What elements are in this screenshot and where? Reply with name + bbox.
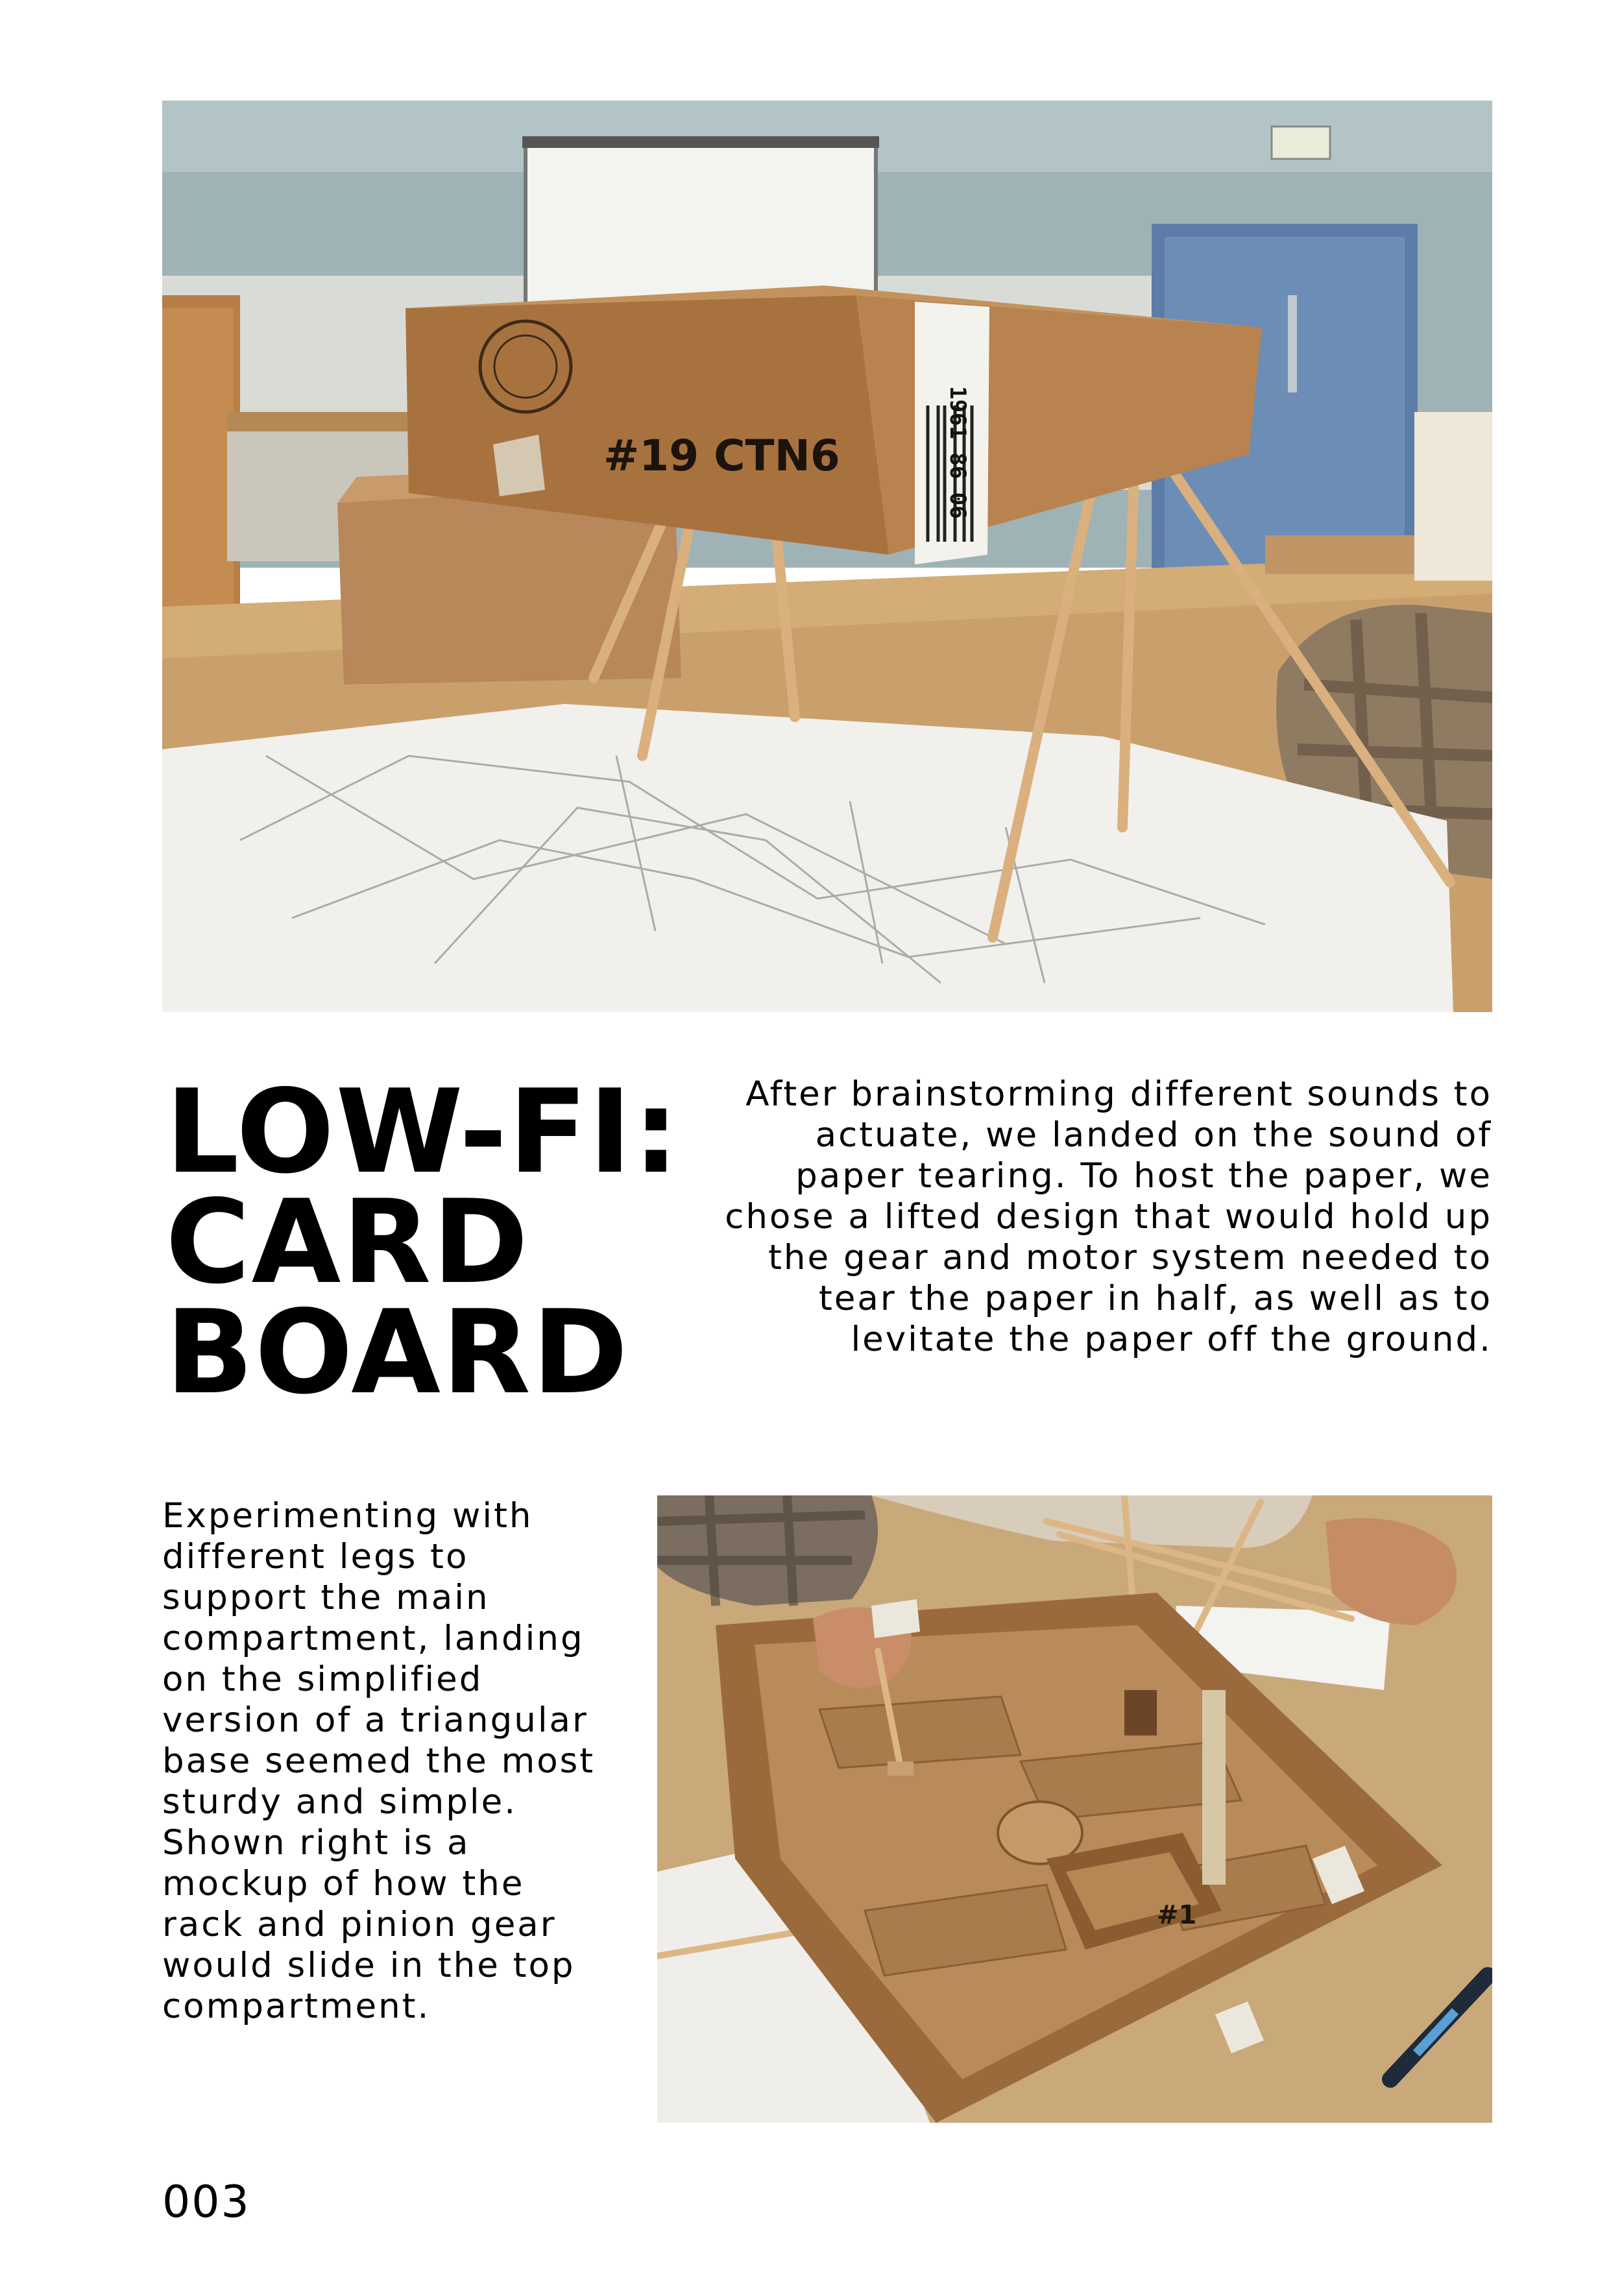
- photo-rack-and-pinion-mockup: [657, 1495, 1492, 2123]
- caption-paragraph: Experimenting with different legs to support the main compartment, landing on the simplified version of a triangular base seemed the most sturdy and simple. Shown right is a mockup of how the rack and pinion gear would slide in the top compartment.: [162, 1496, 596, 2026]
- page-title: [165, 1065, 697, 1420]
- intro-paragraph: After brainstorming different sounds to actuate, we landed on the sound of paper tearing. To host the paper, we chose a lifted design that would hold up the gear and motor system needed to tear the paper in half, as well as to levitate the paper off the ground.: [725, 1074, 1492, 1359]
- box-printed-label: #19 CTN6: [603, 431, 840, 481]
- title-line-3: BOARD: [165, 1285, 629, 1420]
- title-line-1: LOW-FI:: [165, 1065, 681, 1199]
- inner-box-label: #1: [1157, 1900, 1197, 1930]
- title-line-2: CARD: [165, 1175, 530, 1309]
- box-barcode-label: 1961 86 06: [945, 386, 971, 519]
- photo-cardboard-prototype-on-legs: [162, 101, 1492, 1012]
- page-number: 003: [162, 2177, 250, 2228]
